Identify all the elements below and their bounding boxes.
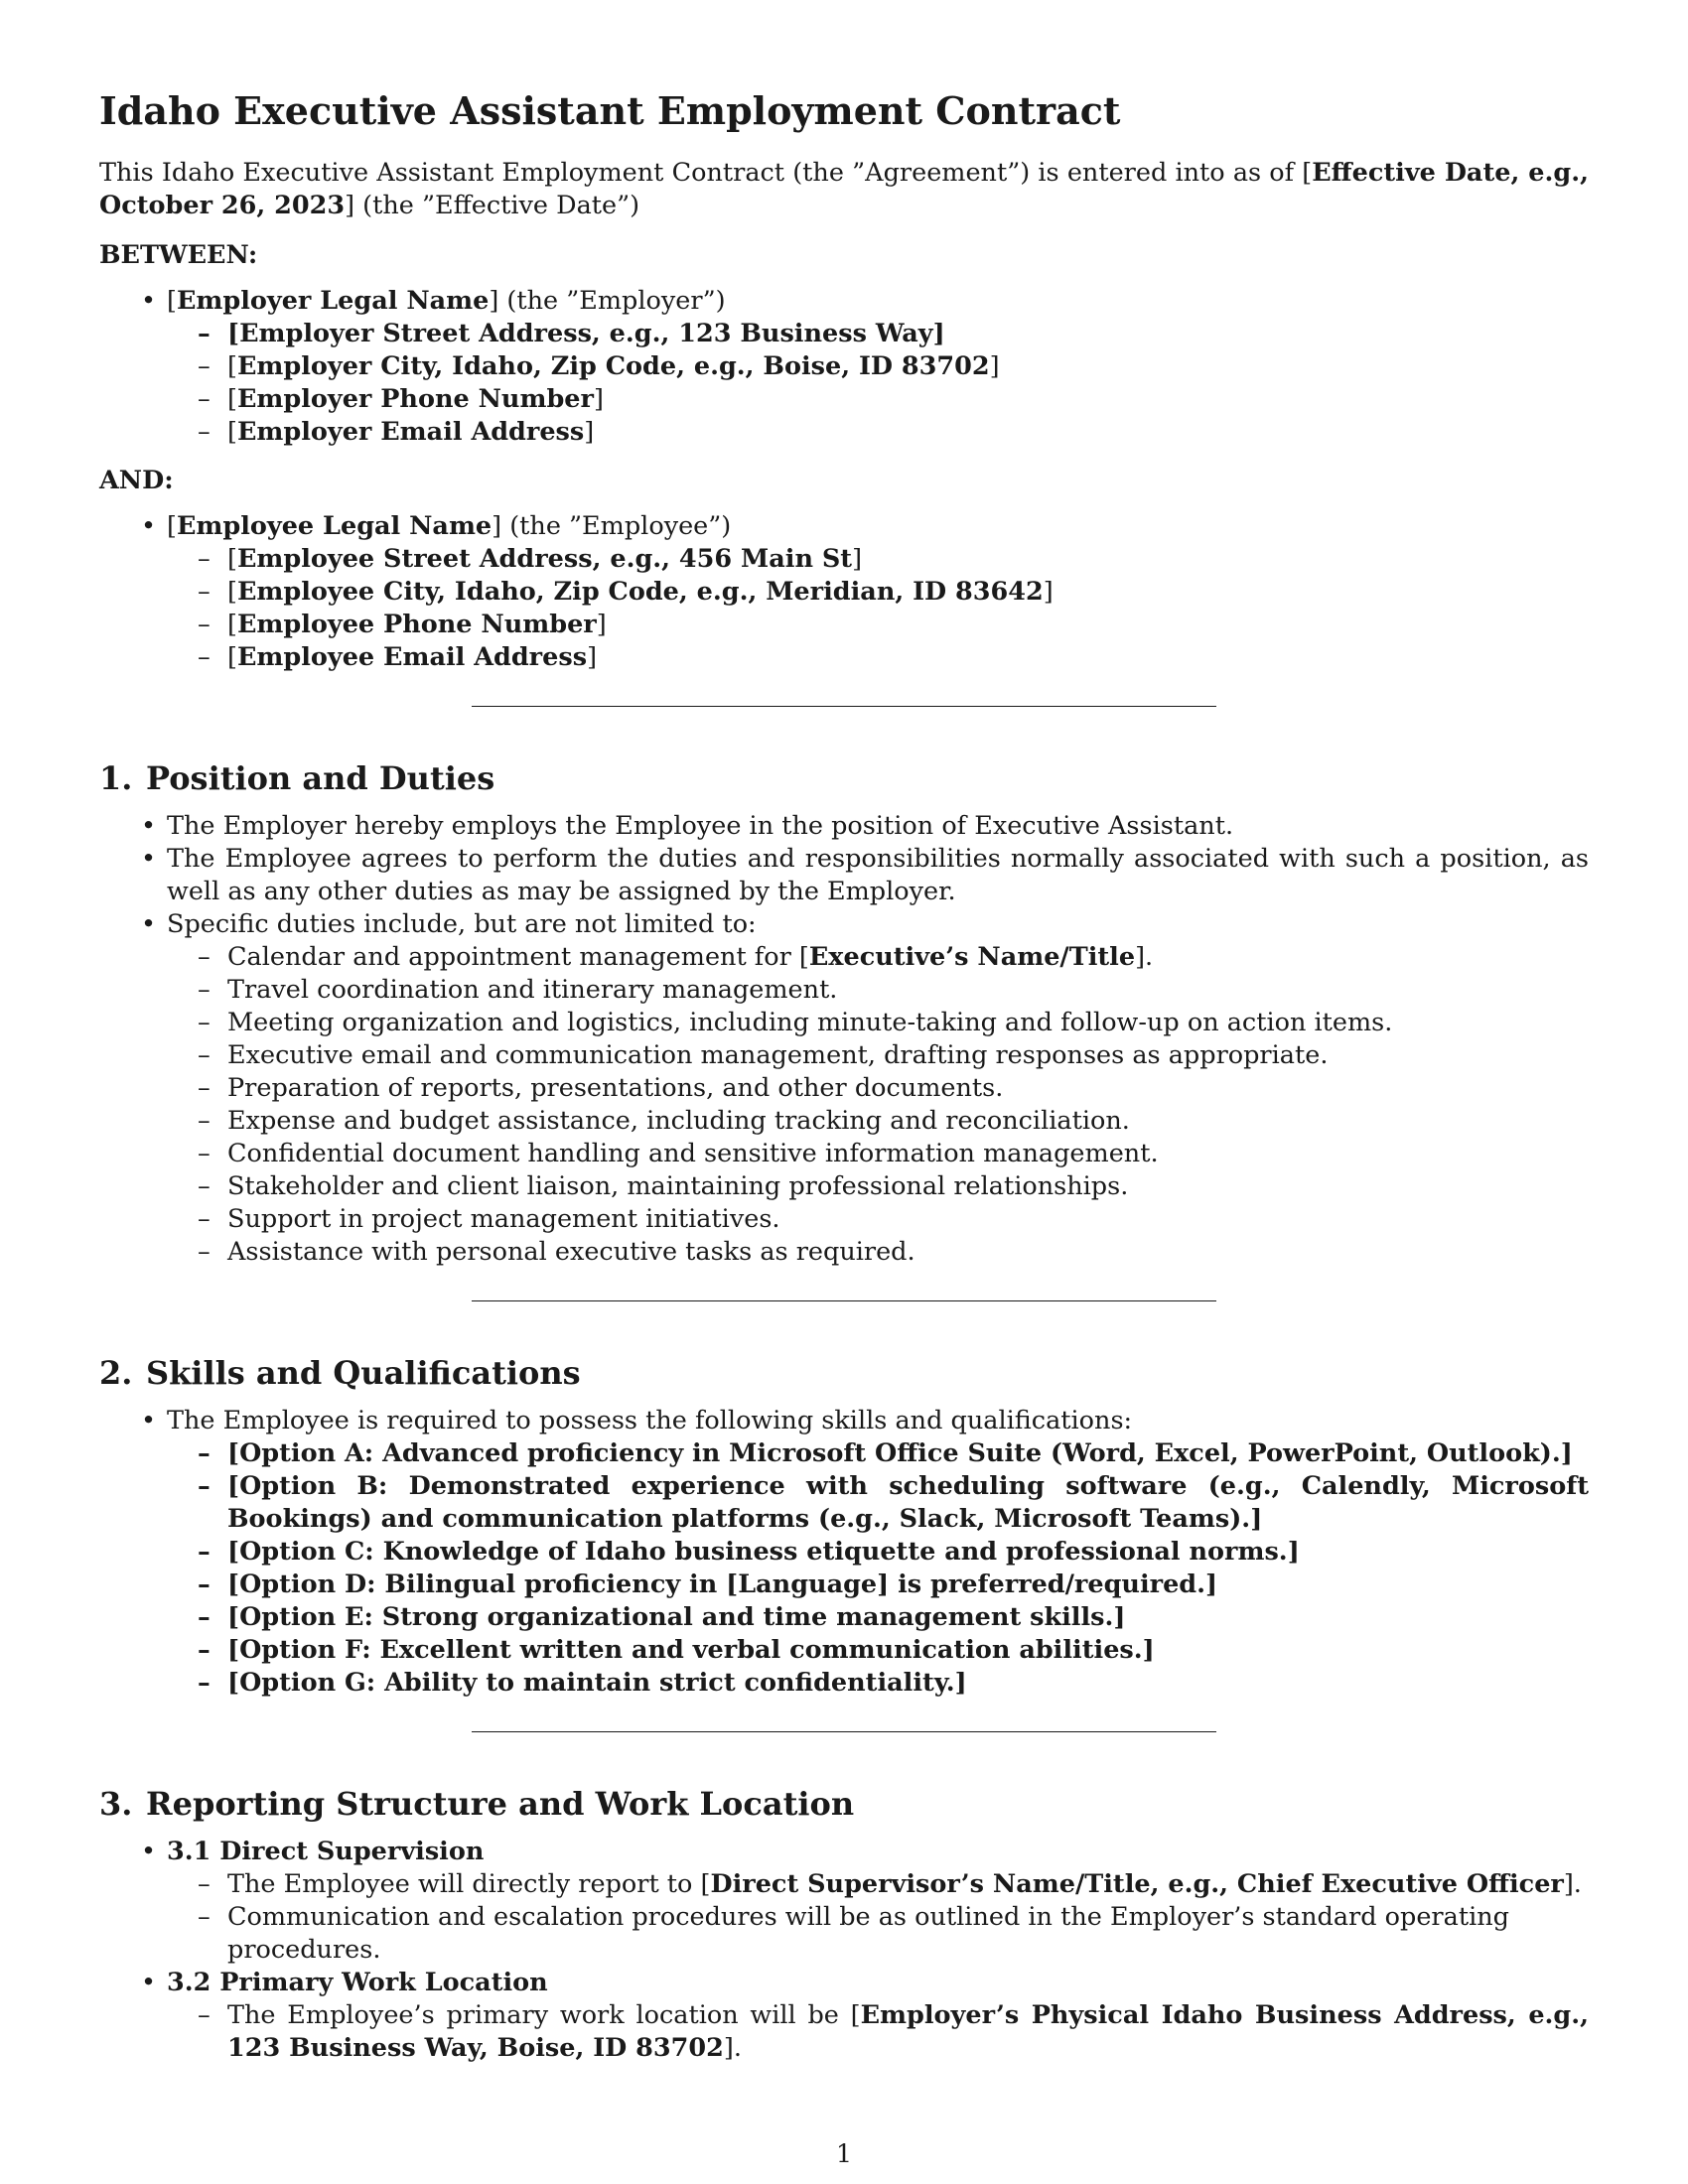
supervision-list <box>167 1868 1589 1967</box>
employer-phone: – [Employer Phone Number] <box>227 383 1589 416</box>
employer-details <box>167 318 1589 449</box>
employer-item: • [Employer Legal Name] (the ”Employer”) – [Employer Street Address, e.g., 123 Business Way] – [Employer City, Idaho, Zip Code, e.g., Boise, ID 83702] – [Employer Phone Number] – [Employer Email Address] <box>167 285 1589 449</box>
qualifications-list <box>167 1437 1589 1700</box>
qualification-option: – [Option B: Demonstrated experience with scheduling software (e.g., Calendly, Microsoft Bookings) and communication platforms (e.g., Slack, Microsoft Teams).] <box>227 1470 1589 1536</box>
effective-date-placeholder: Effective Date, e.g., October 26, 2023 <box>99 157 1589 220</box>
section-divider <box>472 1731 1216 1732</box>
intro-text-after: ] (the ”Effective Date”) <box>345 190 640 220</box>
employer-street: – [Employer Street Address, e.g., 123 Business Way] <box>227 318 1589 350</box>
intro-text-before: This Idaho Executive Assistant Employment Contract (the ”Agreement”) is entered into as of [ <box>99 157 1313 188</box>
employee-street: – [Employee Street Address, e.g., 456 Main St] <box>227 543 1589 576</box>
employee-item: • [Employee Legal Name] (the ”Employee”) – [Employee Street Address, e.g., 456 Main St] – [Employee City, Idaho, Zip Code, e.g., Meridian, ID 83642] – [Employee Phone Number] – [Employee Email Address] <box>167 510 1589 674</box>
document-title: Idaho Executive Assistant Employment Contract <box>99 88 1121 133</box>
duty-item: – Executive email and communication management, drafting responses as appropriate. <box>227 1039 1589 1072</box>
employee-name: Employee Legal Name <box>176 510 492 541</box>
qualification-option: – [Option A: Advanced proficiency in Microsoft Office Suite (Word, Excel, PowerPoint, Outlook).] <box>227 1437 1589 1470</box>
qualification-option: – [Option G: Ability to maintain strict confidentiality.] <box>227 1667 1589 1700</box>
employer-name: Employer Legal Name <box>176 285 490 316</box>
duties-list <box>167 941 1589 1269</box>
duty-item: – Expense and budget assistance, including tracking and reconciliation. <box>227 1105 1589 1138</box>
and-label: AND: <box>99 465 174 495</box>
qualification-option: – [Option C: Knowledge of Idaho business etiquette and professional norms.] <box>227 1536 1589 1569</box>
duty-item: – Calendar and appointment management for [Executive’s Name/Title]. <box>227 941 1589 974</box>
employer-city: – [Employer City, Idaho, Zip Code, e.g., Boise, ID 83702] <box>227 350 1589 383</box>
section-2-list <box>99 1405 1589 1700</box>
section-1-item: • Specific duties include, but are not limited to: – Calendar and appointment management for [Executive’s Name/Title]. – Travel coordination and itinerary management. – Meeting organization and logistics, including minute-taking and follow-up on action items. – Executive email and communication management, drafting responses as appropriate. – Preparation of reports, presentations, and other documents. – Expense and budget assistance, including tracking and reconciliation. – Confidential document handling and sensitive information management. – Stakeholder and client liaison, maintaining professional relationships. – Support in project management initiatives. – Assistance with personal executive tasks as required. <box>167 908 1589 1269</box>
duty-item: – Support in project management initiatives. <box>227 1203 1589 1236</box>
duty-item: – Assistance with personal executive tasks as required. <box>227 1236 1589 1269</box>
employee-phone: – [Employee Phone Number] <box>227 609 1589 641</box>
employer-role: ] (the ”Employer”) <box>489 285 726 316</box>
section-3-list <box>99 1836 1589 2065</box>
employer-list <box>99 285 1589 449</box>
between-label: BETWEEN: <box>99 239 258 270</box>
work-location-item: – The Employee’s primary work location will be [Employer’s Physical Idaho Business Address, e.g., 123 Business Way, Boise, ID 83702]. <box>227 1999 1589 2065</box>
section-2-item: • The Employee is required to possess the following skills and qualifications: – [Option A: Advanced proficiency in Microsoft Office Suite (Word, Excel, PowerPoint, Outlook).] – [Option B: Demonstrated experience with scheduling software (e.g., Calendly, Microsoft Bookings) and communication platforms (e.g., Slack, Microsoft Teams).] – [Option C: Knowledge of Idaho business etiquette and professional norms.] – [Option D: Bilingual proficiency in [Language] is preferred/required.] – [Option E: Strong organizational and time management skills.] – [Option F: Excellent written and verbal communication abilities.] – [Option G: Ability to maintain strict confidentiality.] <box>167 1405 1589 1700</box>
document-page <box>99 87 1589 2081</box>
subsection-title: 3.1 Direct Supervision <box>167 1836 485 1866</box>
section-1-title: 1. Position and Duties <box>99 758 495 797</box>
section-1-list <box>99 810 1589 1269</box>
work-location-list <box>167 1999 1589 2065</box>
section-2-title: 2. Skills and Qualifications <box>99 1353 581 1392</box>
section-3-title: 3. Reporting Structure and Work Location <box>99 1784 855 1823</box>
qualification-option: – [Option E: Strong organizational and time management skills.] <box>227 1601 1589 1634</box>
subsection-title: 3.2 Primary Work Location <box>167 1967 548 1997</box>
duty-item: – Travel coordination and itinerary management. <box>227 974 1589 1007</box>
employee-role: ] (the ”Employee”) <box>492 510 732 541</box>
employer-email: – [Employer Email Address] <box>227 416 1589 449</box>
qualification-option: – [Option F: Excellent written and verbal communication abilities.] <box>227 1634 1589 1667</box>
section-3-subsection <box>167 1967 1589 2065</box>
duty-item: – Confidential document handling and sensitive information management. <box>227 1138 1589 1170</box>
duty-item: – Preparation of reports, presentations, and other documents. <box>227 1072 1589 1105</box>
employee-details <box>167 543 1589 674</box>
section-1-item: • The Employer hereby employs the Employee in the position of Executive Assistant. <box>167 810 1589 843</box>
duty-item: – Stakeholder and client liaison, maintaining professional relationships. <box>227 1170 1589 1203</box>
page-number: 1 <box>835 2139 853 2169</box>
employee-email: – [Employee Email Address] <box>227 641 1589 674</box>
employee-list <box>99 510 1589 674</box>
duty-item: – Meeting organization and logistics, including minute-taking and follow-up on action items. <box>227 1007 1589 1039</box>
intro-paragraph <box>99 157 1589 222</box>
employee-city: – [Employee City, Idaho, Zip Code, e.g., Meridian, ID 83642] <box>227 576 1589 609</box>
section-divider <box>472 1300 1216 1301</box>
section-divider <box>472 706 1216 707</box>
section-3-subsection <box>167 1836 1589 1967</box>
qualification-option: – [Option D: Bilingual proficiency in [Language] is preferred/required.] <box>227 1569 1589 1601</box>
supervision-item: – The Employee will directly report to [Direct Supervisor’s Name/Title, e.g., Chief Executive Officer]. <box>227 1868 1589 1901</box>
section-1-item: • The Employee agrees to perform the duties and responsibilities normally associated with such a position, as well as any other duties as may be assigned by the Employer. <box>167 843 1589 908</box>
supervision-item: – Communication and escalation procedures will be as outlined in the Employer’s standard operating procedures. <box>227 1901 1589 1967</box>
